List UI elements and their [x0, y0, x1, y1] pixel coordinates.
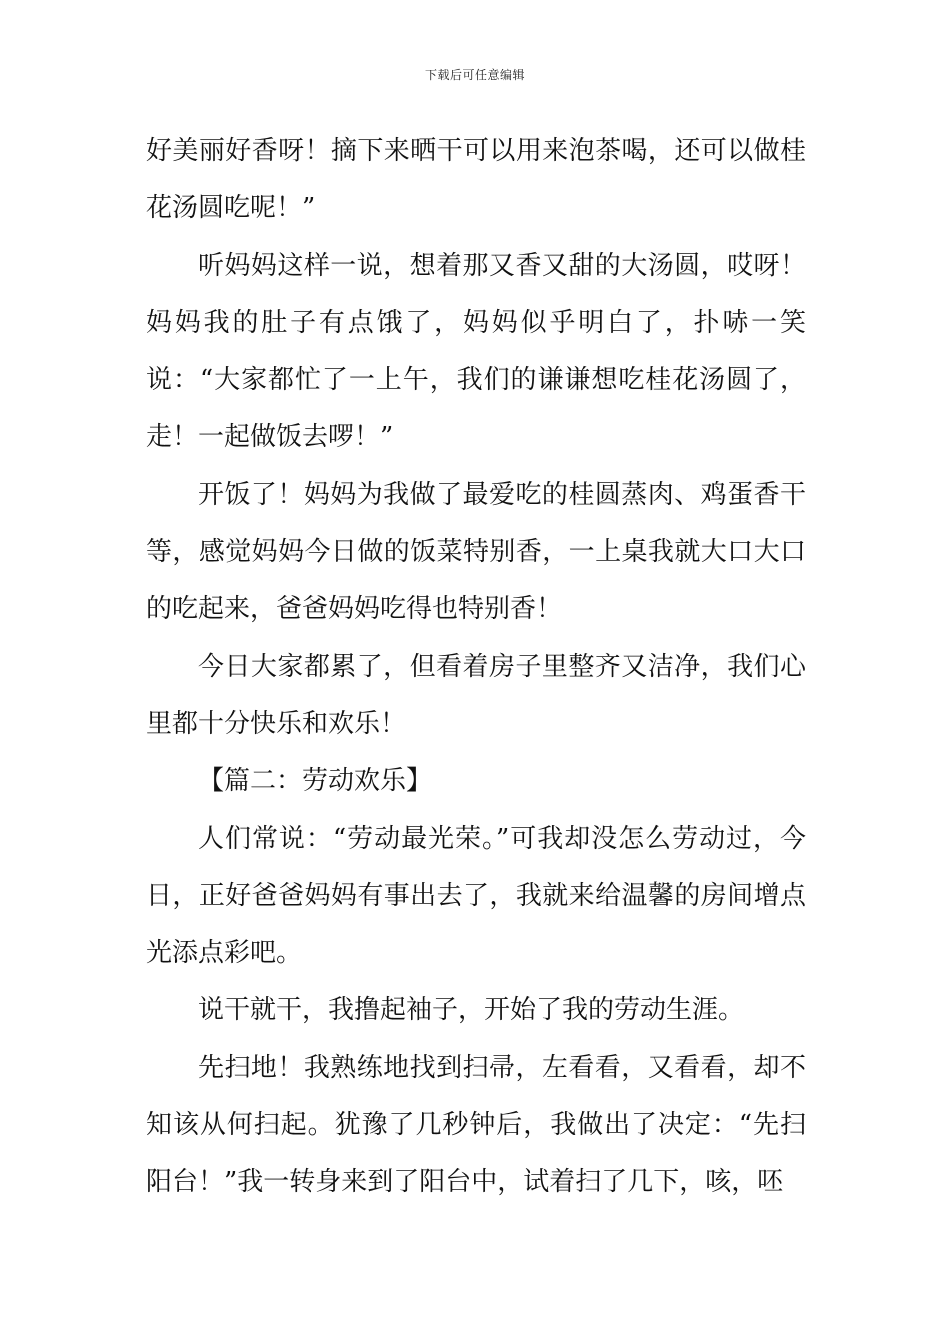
section-heading: 【篇二：劳动欢乐】 — [198, 766, 433, 797]
paragraph-continued: 好美丽好香呀！摘下来晒干可以用来泡茶喝，还可以做桂花汤圆吃呢！” — [146, 136, 806, 224]
paragraph: 开饭了！妈妈为我做了最爱吃的桂圆蒸肉、鸡蛋香干等，感觉妈妈今日做的饭菜特别香，一上桌我就大口大口的吃起来，爸爸妈妈吃得也特别香！ — [146, 479, 806, 625]
document-body — [146, 123, 806, 1212]
paragraph: 听妈妈这样一说，想着那又香又甜的大汤圆，哎呀！妈妈我的肚子有点饿了，妈妈似乎明白了，扑哧一笑说：“大家都忙了一上午，我们的谦谦想吃桂花汤圆了，走！一起做饭去啰！” — [146, 250, 806, 453]
paragraph: 说干就干，我撸起袖子，开始了我的劳动生涯。 — [198, 995, 745, 1026]
paragraph: 今日大家都累了，但看着房子里整齐又洁净，我们心里都十分快乐和欢乐！ — [146, 651, 806, 739]
paragraph: 先扫地！我熟练地找到扫帚，左看看，又看看，却不知该从何扫起。犹豫了几秒钟后，我做出了决定：“先扫阳台！”我一转身来到了阳台中，试着扫了几下，咳，呸 — [146, 1052, 806, 1198]
paragraph: 人们常说：“劳动最光荣。”可我却没怎么劳动过，今日，正好爸爸妈妈有事出去了，我就来给温馨的房间增点光添点彩吧。 — [146, 823, 806, 969]
page-header-note: 下载后可任意编辑 — [424, 68, 525, 82]
